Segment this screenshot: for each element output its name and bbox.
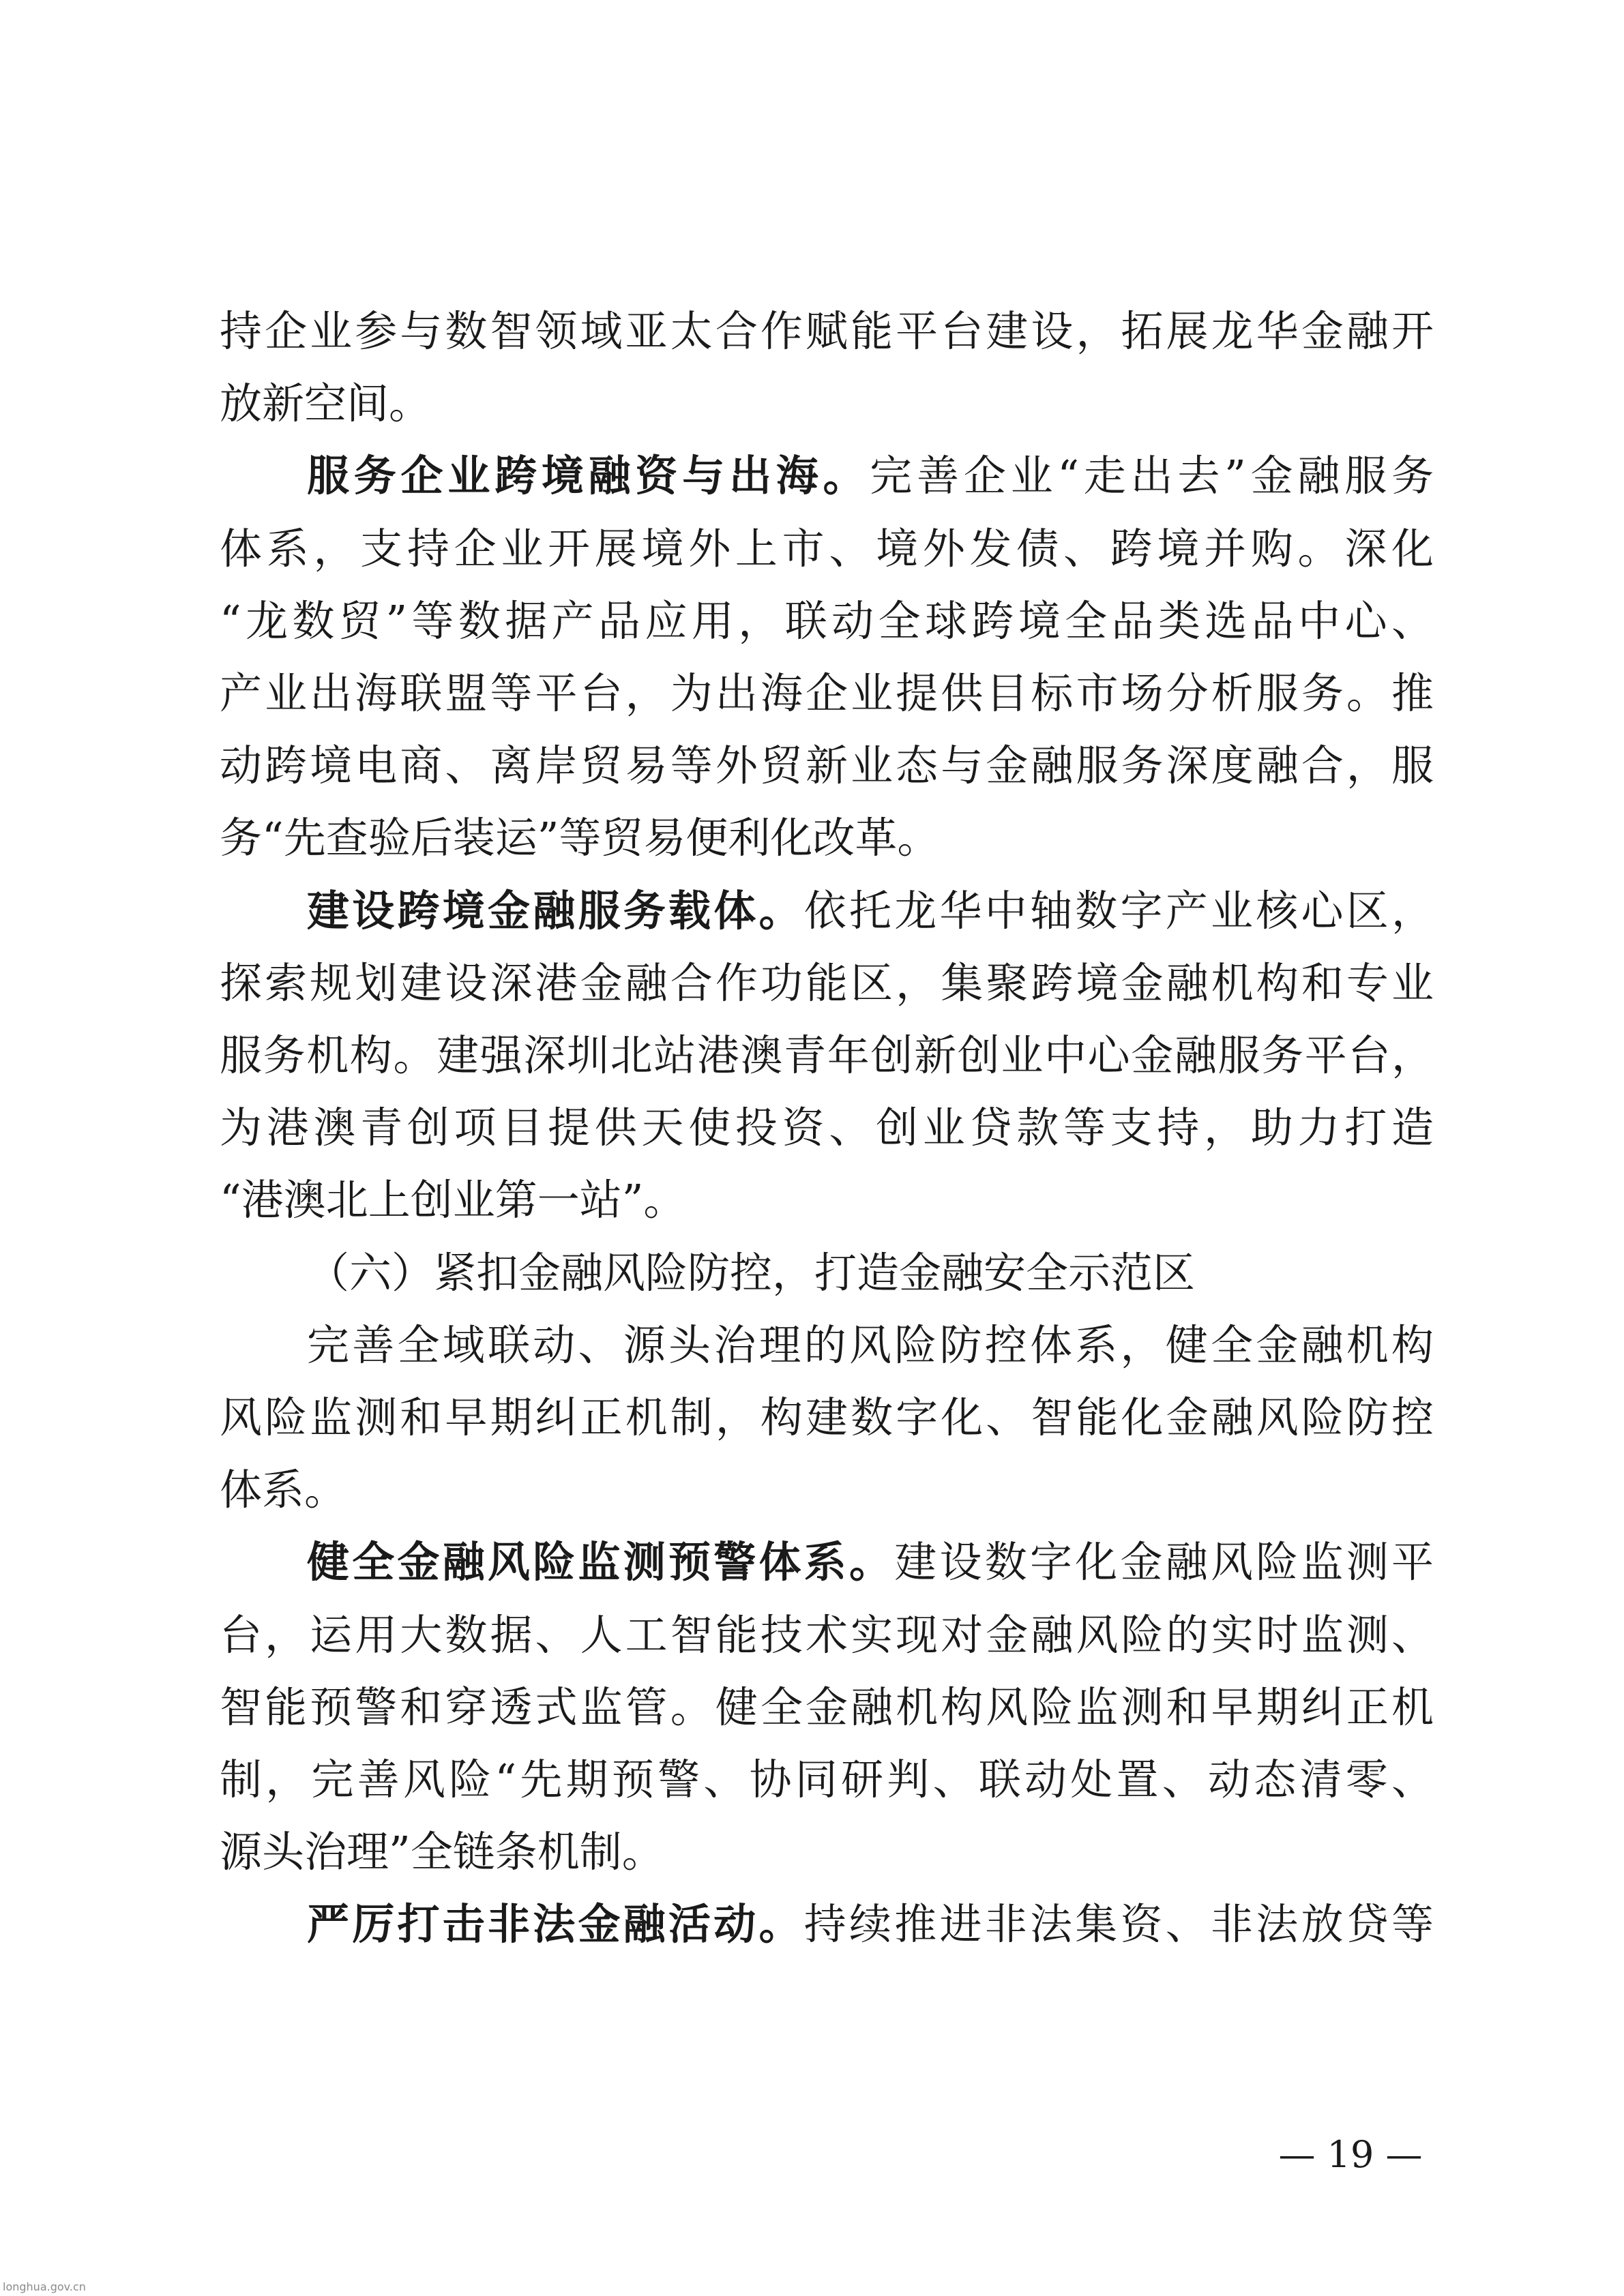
text-line bbox=[220, 1392, 1434, 1442]
text-line bbox=[220, 668, 1434, 718]
text-line bbox=[220, 596, 1434, 646]
site-watermark: longhua.gov.cn bbox=[3, 2280, 86, 2293]
section-heading bbox=[220, 1248, 1434, 1298]
page-number: — 19 — bbox=[1278, 2133, 1423, 2176]
text-line bbox=[220, 1537, 1434, 1587]
text-line bbox=[220, 378, 1434, 428]
line-text: 动跨境电商、离岸贸易等外贸新业态与金融服务深度融合，服 bbox=[220, 741, 1434, 790]
paragraph-lead-heading: 建设跨境金融服务载体。 bbox=[307, 886, 804, 936]
text-line bbox=[220, 1827, 1434, 1877]
text-line bbox=[220, 1030, 1434, 1080]
text-line bbox=[220, 524, 1434, 573]
line-text: 探索规划建设深港金融合作功能区，集聚跨境金融机构和专业 bbox=[220, 958, 1434, 1008]
line-text: 体系。 bbox=[220, 1465, 347, 1515]
paragraph-lead-heading: 健全金融风险监测预警体系。 bbox=[307, 1537, 895, 1587]
line-text: 放新空间。 bbox=[220, 378, 432, 428]
line-text: 依托龙华中轴数字产业核心区， bbox=[803, 886, 1434, 936]
line-text: 产业出海联盟等平台，为出海企业提供目标市场分析服务。推 bbox=[220, 668, 1434, 718]
line-text: 持企业参与数智领域亚太合作赋能平台建设，拓展龙华金融开 bbox=[220, 306, 1434, 356]
text-line bbox=[220, 1320, 1434, 1370]
text-line bbox=[220, 1175, 1434, 1225]
line-text: 持续推进非法集资、非法放贷等 bbox=[803, 1899, 1434, 1949]
line-text: 制，完善风险“先期预警、协同研判、联动处置、动态清零、 bbox=[220, 1755, 1434, 1804]
line-text: “港澳北上创业第一站”。 bbox=[220, 1175, 686, 1225]
text-line bbox=[220, 958, 1434, 1008]
line-text: 风险监测和早期纠正机制，构建数字化、智能化金融风险防控 bbox=[220, 1392, 1434, 1442]
text-line bbox=[220, 1103, 1434, 1152]
line-text: 源头治理”全链条机制。 bbox=[220, 1827, 664, 1877]
line-text: 服务机构。建强深圳北站港澳青年创新创业中心金融服务平台， bbox=[220, 1030, 1434, 1080]
line-text: 智能预警和穿透式监管。健全金融机构风险监测和早期纠正机 bbox=[220, 1682, 1434, 1732]
text-line bbox=[220, 1755, 1434, 1804]
line-text: 体系，支持企业开展境外上市、境外发债、跨境并购。深化 bbox=[220, 524, 1434, 573]
text-line bbox=[220, 886, 1434, 936]
paragraph-lead-heading: 严厉打击非法金融活动。 bbox=[307, 1899, 804, 1949]
line-text: 完善企业“走出去”金融服务 bbox=[870, 451, 1434, 501]
text-line bbox=[220, 813, 1434, 863]
line-text: 建设数字化金融风险监测平 bbox=[894, 1537, 1434, 1587]
text-line bbox=[220, 1465, 1434, 1515]
paragraph-lead-heading: 服务企业跨境融资与出海。 bbox=[307, 451, 870, 501]
text-line bbox=[220, 451, 1434, 501]
text-line bbox=[220, 306, 1434, 356]
text-line bbox=[220, 1682, 1434, 1732]
line-text: （六）紧扣金融风险防控，打造金融安全示范区 bbox=[307, 1248, 1196, 1298]
text-line bbox=[220, 1899, 1434, 1949]
line-text: 完善全域联动、源头治理的风险防控体系，健全金融机构 bbox=[307, 1320, 1434, 1370]
line-text: 务“先查验后装运”等贸易便利化改革。 bbox=[220, 813, 940, 863]
line-text: “龙数贸”等数据产品应用，联动全球跨境全品类选品中心、 bbox=[220, 596, 1434, 646]
text-line bbox=[220, 741, 1434, 790]
line-text: 台，运用大数据、人工智能技术实现对金融风险的实时监测、 bbox=[220, 1610, 1434, 1660]
text-line bbox=[220, 1610, 1434, 1660]
line-text: 为港澳青创项目提供天使投资、创业贷款等支持，助力打造 bbox=[220, 1103, 1434, 1152]
